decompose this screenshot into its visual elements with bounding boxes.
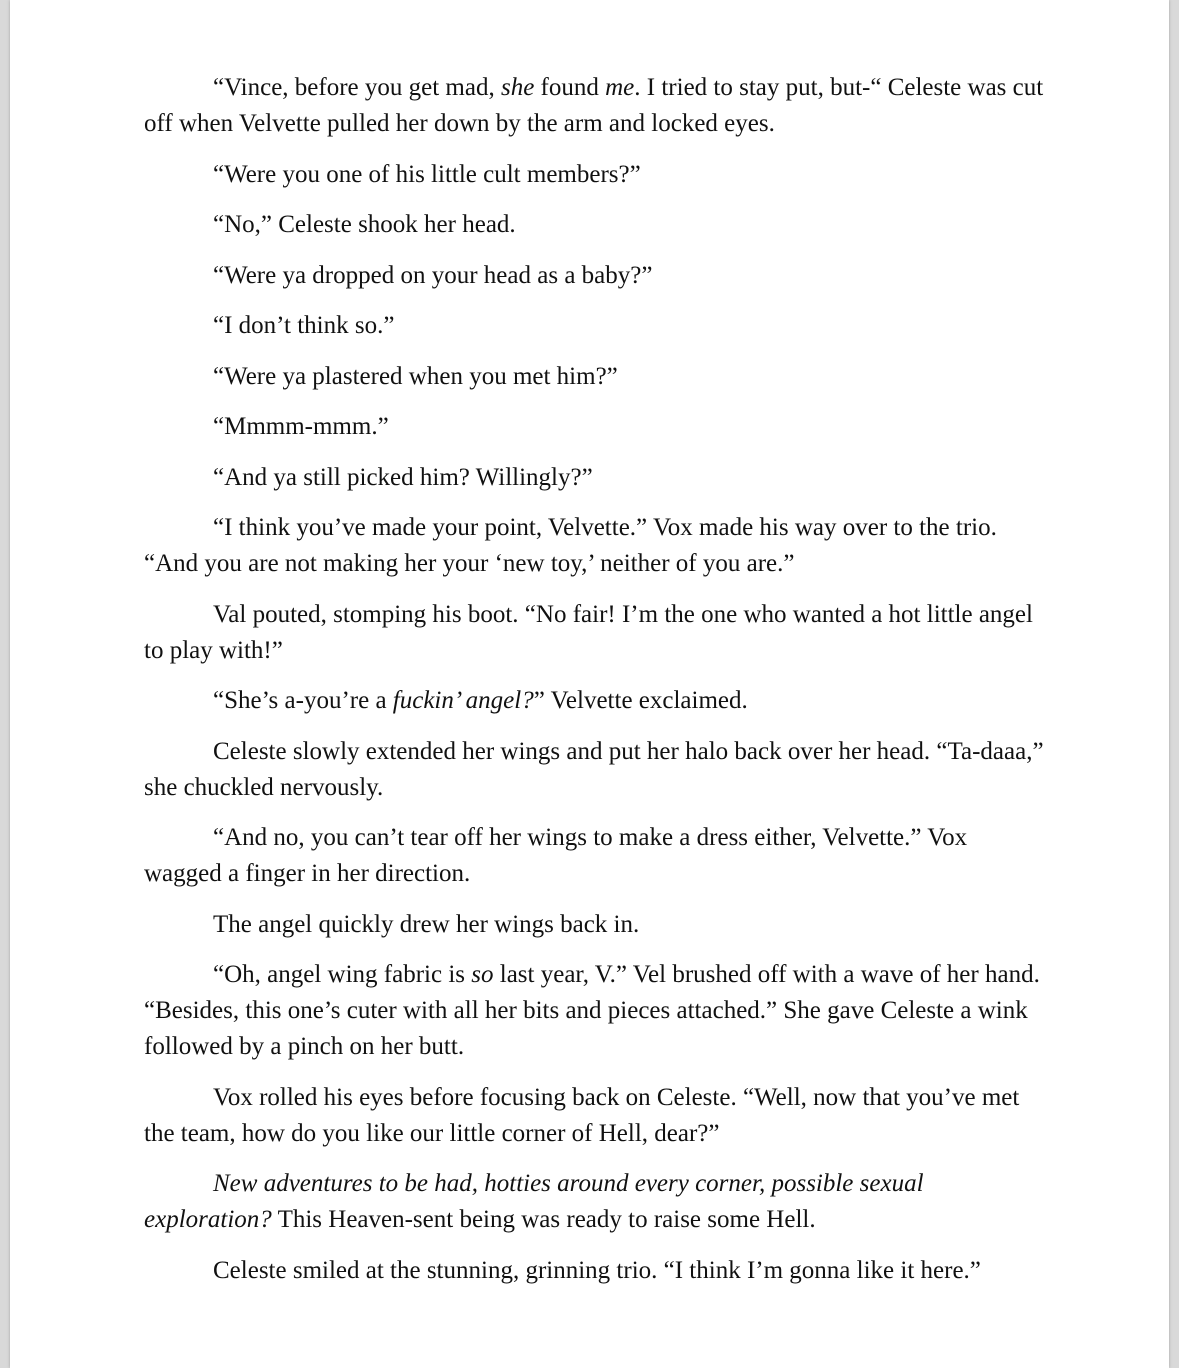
paragraph [144,1080,1044,1152]
paragraph [144,157,1044,193]
italic-text: me [605,74,635,101]
text-run: Val pouted, stomping his boot. “No fair! I’m the one who wanted a hot little angel to play with!” [144,600,1040,664]
paragraph [144,70,1050,142]
text-run: “And ya still picked him? Willingly?” [213,463,593,491]
text-run: This Heaven-sent being was ready to raise some Hell. [271,1206,816,1233]
paragraph [144,957,1047,1065]
italic-text: so [471,961,494,988]
document-body [144,70,1050,1303]
text-run: last year, V.” Vel brushed off with a wave of her hand. “Besides, this one’s cuter with all her bits and pieces attached.” She gave Celeste a wink followed by a pinch on her butt. [144,961,1047,1060]
text-run: “And no, you can’t tear off her wings to make a dress either, Velvette.” Vox wagged a finger in her direction. [144,824,974,887]
text-run: Celeste smiled at the stunning, grinning trio. “I think I’m gonna like it here.” [213,1256,981,1284]
paragraph [144,597,1044,669]
text-run: “Mmmm-mmm.” [213,413,389,440]
paragraph [144,409,1044,445]
paragraph [144,683,1044,719]
paragraph [144,207,1044,243]
text-run: . I tried to stay put, but-“ Celeste was cut off when Velvette pulled her down by the arm and locked eyes. [144,74,1050,137]
text-run: “Were ya dropped on your head as a baby?” [213,261,653,289]
paragraph [144,907,1044,943]
text-run: “Were you one of his little cult members?” [213,160,641,188]
paragraph [144,1166,1044,1238]
document-page [10,0,1169,1368]
text-run: “Were ya plastered when you met him?” [213,362,618,390]
paragraph [144,460,1044,496]
text-run: Vox rolled his eyes before focusing back on Celeste. “Well, now that you’ve met the team, how do you like our little corner of Hell, dear?” [144,1083,1026,1147]
paragraph [144,1253,1044,1289]
text-run: “Oh, angel wing fabric is [213,961,472,988]
text-run: found [534,74,606,101]
paragraph [144,510,1044,582]
paragraph [144,359,1044,395]
text-run: “She’s a-you’re a [213,687,393,714]
paragraph [144,308,1044,344]
text-run: “Vince, before you get mad, [213,74,501,101]
text-run: The angel quickly drew her wings back in. [213,910,640,938]
text-run: Celeste slowly extended her wings and put her halo back over her head. “Ta-daaa,” she chuckled nervously. [144,737,1050,801]
text-run: “I think you’ve made your point, Velvette.” Vox made his way over to the trio. “And you are not making her your ‘new toy,’ neither of you are.” [144,514,1004,577]
text-run: “No,” Celeste shook her head. [213,211,516,238]
italic-text: she [500,74,535,101]
paragraph [144,258,1044,294]
italic-text: fuckin’ angel? [392,687,534,714]
paragraph [144,820,1044,892]
text-run: ” Velvette exclaimed. [533,687,748,714]
italic-text: New adventures to be had, hotties around every corner, possible sexual exploration? [144,1170,930,1233]
text-run: “I don’t think so.” [213,312,395,339]
paragraph [144,734,1050,806]
